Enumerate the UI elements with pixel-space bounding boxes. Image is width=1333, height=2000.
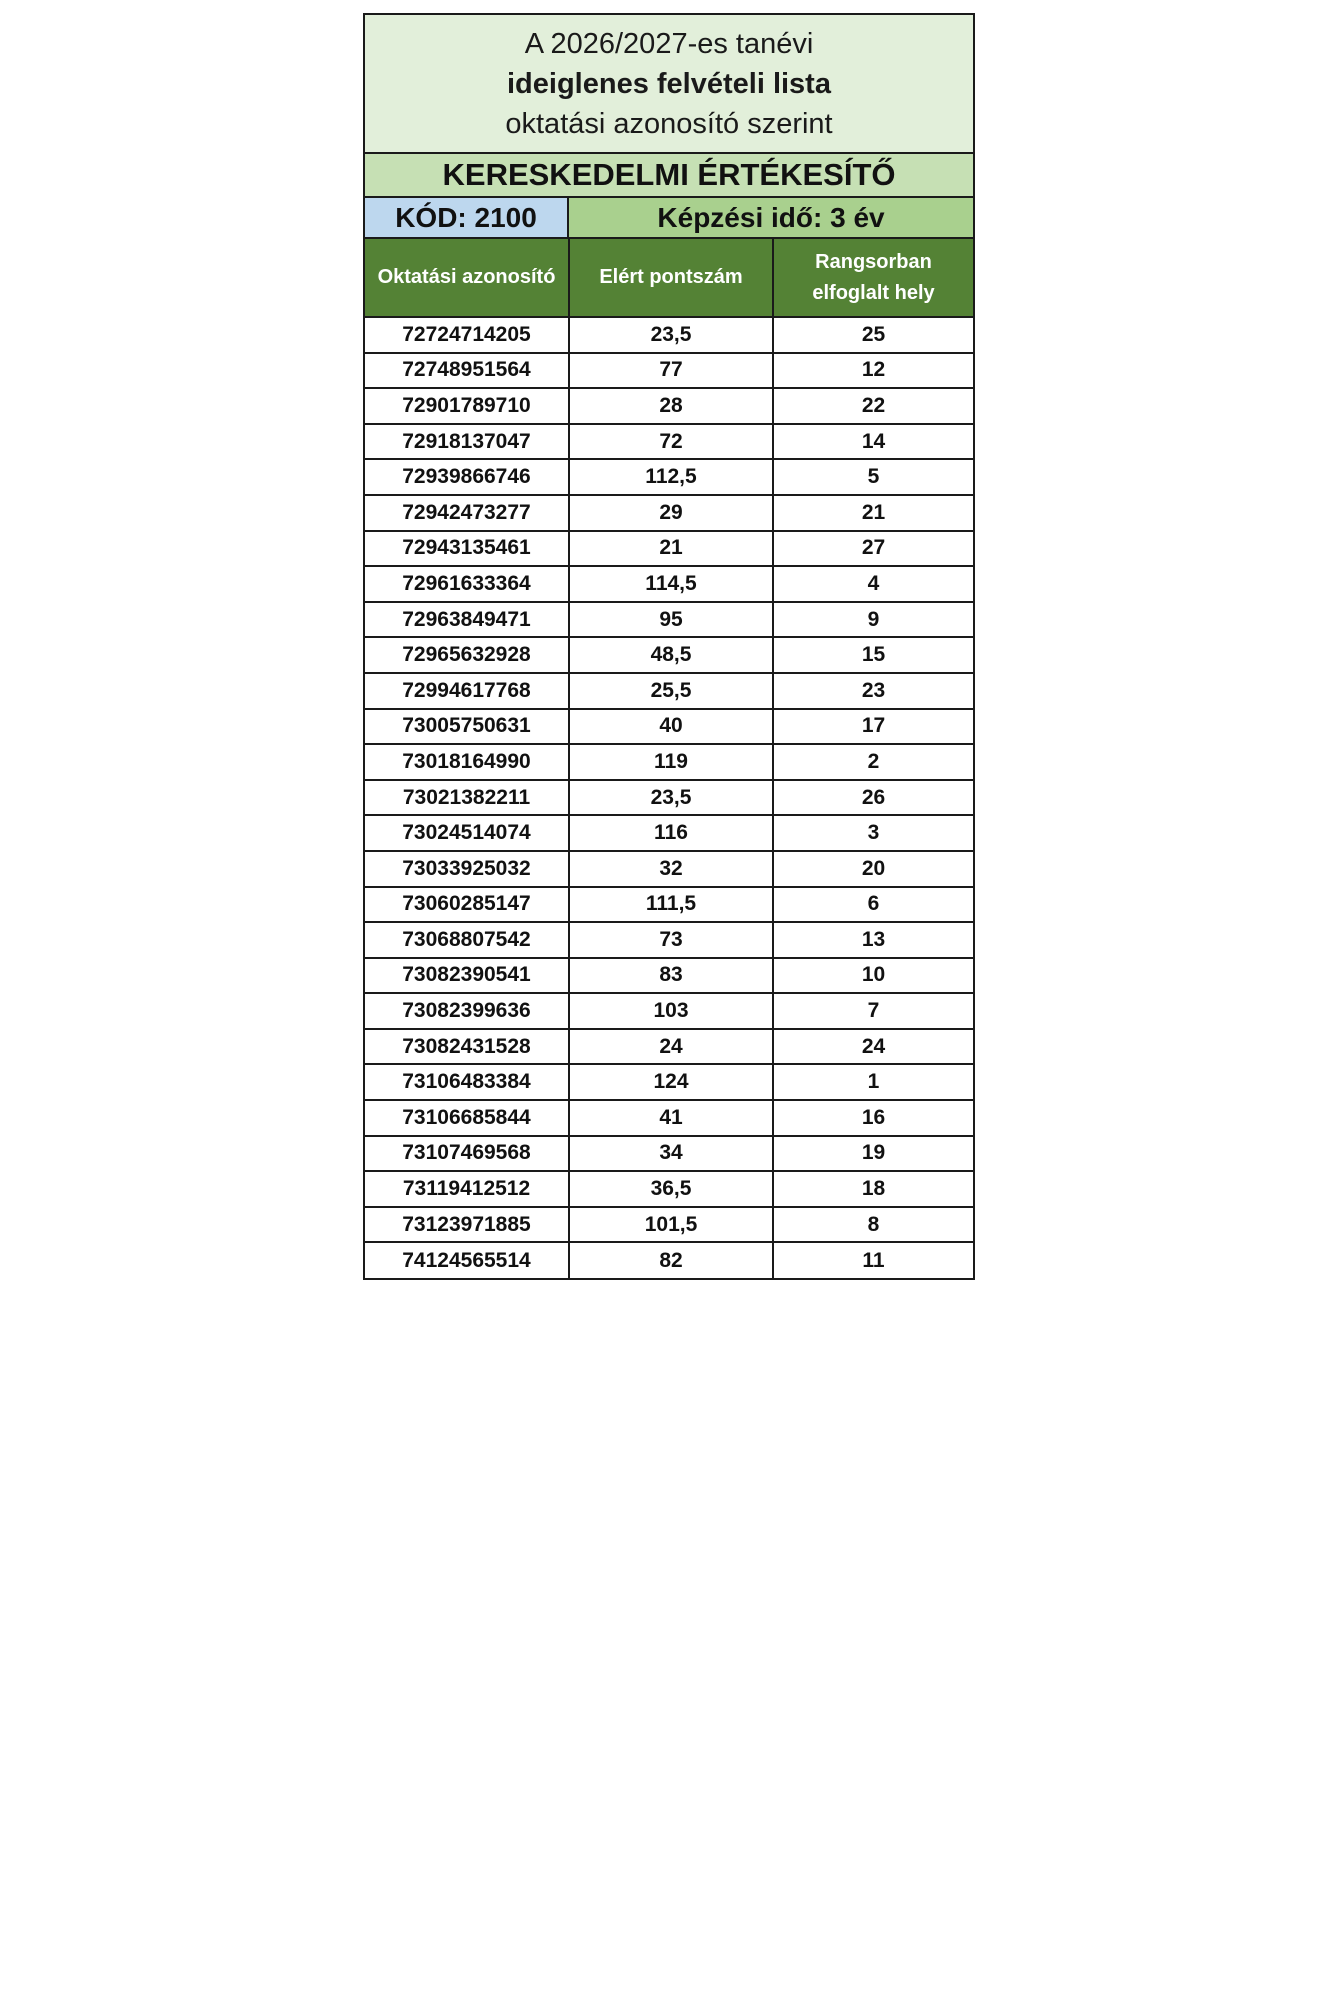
cell-student-id: 72918137047 <box>365 424 569 460</box>
table-row <box>365 602 973 638</box>
cell-student-id: 73024514074 <box>365 815 569 851</box>
cell-score: 114,5 <box>569 566 773 602</box>
cell-rank: 26 <box>773 780 973 816</box>
cell-student-id: 72963849471 <box>365 602 569 638</box>
cell-score: 48,5 <box>569 637 773 673</box>
table-row <box>365 495 973 531</box>
cell-score: 25,5 <box>569 673 773 709</box>
cell-score: 24 <box>569 1029 773 1065</box>
cell-student-id: 73068807542 <box>365 922 569 958</box>
table-row <box>365 1171 973 1207</box>
table-row <box>365 851 973 887</box>
cell-rank: 18 <box>773 1171 973 1207</box>
table-row <box>365 1100 973 1136</box>
table-row <box>365 1064 973 1100</box>
cell-rank: 14 <box>773 424 973 460</box>
cell-student-id: 73082431528 <box>365 1029 569 1065</box>
cell-student-id: 73106685844 <box>365 1100 569 1136</box>
cell-score: 124 <box>569 1064 773 1100</box>
table-row <box>365 993 973 1029</box>
cell-score: 82 <box>569 1242 773 1278</box>
cell-student-id: 72994617768 <box>365 673 569 709</box>
cell-rank: 3 <box>773 815 973 851</box>
cell-rank: 5 <box>773 459 973 495</box>
school-year-title: A 2026/2027-es tanévi <box>524 27 814 60</box>
table-row <box>365 887 973 923</box>
table-row <box>365 1242 973 1278</box>
table-body <box>365 317 973 1278</box>
table-row <box>365 673 973 709</box>
cell-rank: 7 <box>773 993 973 1029</box>
table-row <box>365 922 973 958</box>
cell-rank: 12 <box>773 353 973 389</box>
table-row <box>365 1136 973 1172</box>
table-row <box>365 459 973 495</box>
cell-score: 103 <box>569 993 773 1029</box>
cell-student-id: 72724714205 <box>365 317 569 353</box>
cell-score: 101,5 <box>569 1207 773 1243</box>
cell-student-id: 73119412512 <box>365 1171 569 1207</box>
table-row <box>365 317 973 353</box>
cell-score: 83 <box>569 958 773 994</box>
cell-student-id: 72939866746 <box>365 459 569 495</box>
cell-score: 111,5 <box>569 887 773 923</box>
cell-rank: 9 <box>773 602 973 638</box>
cell-score: 95 <box>569 602 773 638</box>
cell-student-id: 72901789710 <box>365 388 569 424</box>
table-row <box>365 531 973 567</box>
table-row <box>365 709 973 745</box>
cell-score: 23,5 <box>569 780 773 816</box>
cell-rank: 20 <box>773 851 973 887</box>
cell-rank: 1 <box>773 1064 973 1100</box>
sort-order-title: oktatási azonosító szerint <box>505 107 833 140</box>
cell-rank: 8 <box>773 1207 973 1243</box>
cell-rank: 4 <box>773 566 973 602</box>
table-row <box>365 1029 973 1065</box>
list-type-title: ideiglenes felvételi lista <box>507 67 831 100</box>
cell-rank: 2 <box>773 744 973 780</box>
cell-rank: 21 <box>773 495 973 531</box>
table-row <box>365 388 973 424</box>
table-row <box>365 1207 973 1243</box>
cell-rank: 10 <box>773 958 973 994</box>
admission-list-sheet <box>363 13 975 1280</box>
cell-student-id: 73018164990 <box>365 744 569 780</box>
cell-rank: 13 <box>773 922 973 958</box>
cell-rank: 16 <box>773 1100 973 1136</box>
cell-score: 40 <box>569 709 773 745</box>
admission-table <box>365 239 973 1278</box>
cell-student-id: 72943135461 <box>365 531 569 567</box>
cell-score: 28 <box>569 388 773 424</box>
cell-score: 77 <box>569 353 773 389</box>
cell-student-id: 73005750631 <box>365 709 569 745</box>
cell-student-id: 73021382211 <box>365 780 569 816</box>
column-header-id: Oktatási azonosító <box>365 239 569 317</box>
cell-score: 32 <box>569 851 773 887</box>
cell-rank: 25 <box>773 317 973 353</box>
cell-rank: 15 <box>773 637 973 673</box>
cell-rank: 27 <box>773 531 973 567</box>
cell-rank: 19 <box>773 1136 973 1172</box>
table-header-row <box>365 239 973 317</box>
cell-student-id: 73107469568 <box>365 1136 569 1172</box>
column-header-rank: Rangsorban elfoglalt hely <box>773 239 973 317</box>
cell-student-id: 73106483384 <box>365 1064 569 1100</box>
table-row <box>365 958 973 994</box>
cell-score: 23,5 <box>569 317 773 353</box>
cell-rank: 22 <box>773 388 973 424</box>
program-code: KÓD: 2100 <box>365 198 569 237</box>
training-duration: Képzési idő: 3 év <box>569 198 973 237</box>
table-row <box>365 637 973 673</box>
table-row <box>365 424 973 460</box>
cell-score: 119 <box>569 744 773 780</box>
table-row <box>365 780 973 816</box>
cell-score: 21 <box>569 531 773 567</box>
cell-student-id: 74124565514 <box>365 1242 569 1278</box>
cell-rank: 23 <box>773 673 973 709</box>
program-name: KERESKEDELMI ÉRTÉKESÍTŐ <box>365 154 973 198</box>
cell-score: 36,5 <box>569 1171 773 1207</box>
cell-student-id: 73082390541 <box>365 958 569 994</box>
cell-score: 73 <box>569 922 773 958</box>
table-row <box>365 815 973 851</box>
cell-score: 34 <box>569 1136 773 1172</box>
column-header-score: Elért pontszám <box>569 239 773 317</box>
cell-student-id: 72961633364 <box>365 566 569 602</box>
table-row <box>365 566 973 602</box>
table-row <box>365 353 973 389</box>
cell-student-id: 72965632928 <box>365 637 569 673</box>
cell-score: 29 <box>569 495 773 531</box>
program-meta-row <box>365 198 973 239</box>
cell-rank: 11 <box>862 1248 885 1272</box>
cell-rank: 24 <box>773 1029 973 1065</box>
cell-score: 41 <box>569 1100 773 1136</box>
table-row <box>365 744 973 780</box>
title-block <box>365 15 973 154</box>
cell-student-id: 72942473277 <box>365 495 569 531</box>
cell-score: 116 <box>569 815 773 851</box>
cell-rank: 6 <box>773 887 973 923</box>
cell-rank: 17 <box>773 709 973 745</box>
cell-score: 112,5 <box>569 459 773 495</box>
cell-student-id: 73082399636 <box>365 993 569 1029</box>
cell-student-id: 72748951564 <box>365 353 569 389</box>
cell-score: 72 <box>569 424 773 460</box>
cell-student-id: 73033925032 <box>365 851 569 887</box>
cell-student-id: 73123971885 <box>365 1207 569 1243</box>
cell-student-id: 73060285147 <box>365 887 569 923</box>
